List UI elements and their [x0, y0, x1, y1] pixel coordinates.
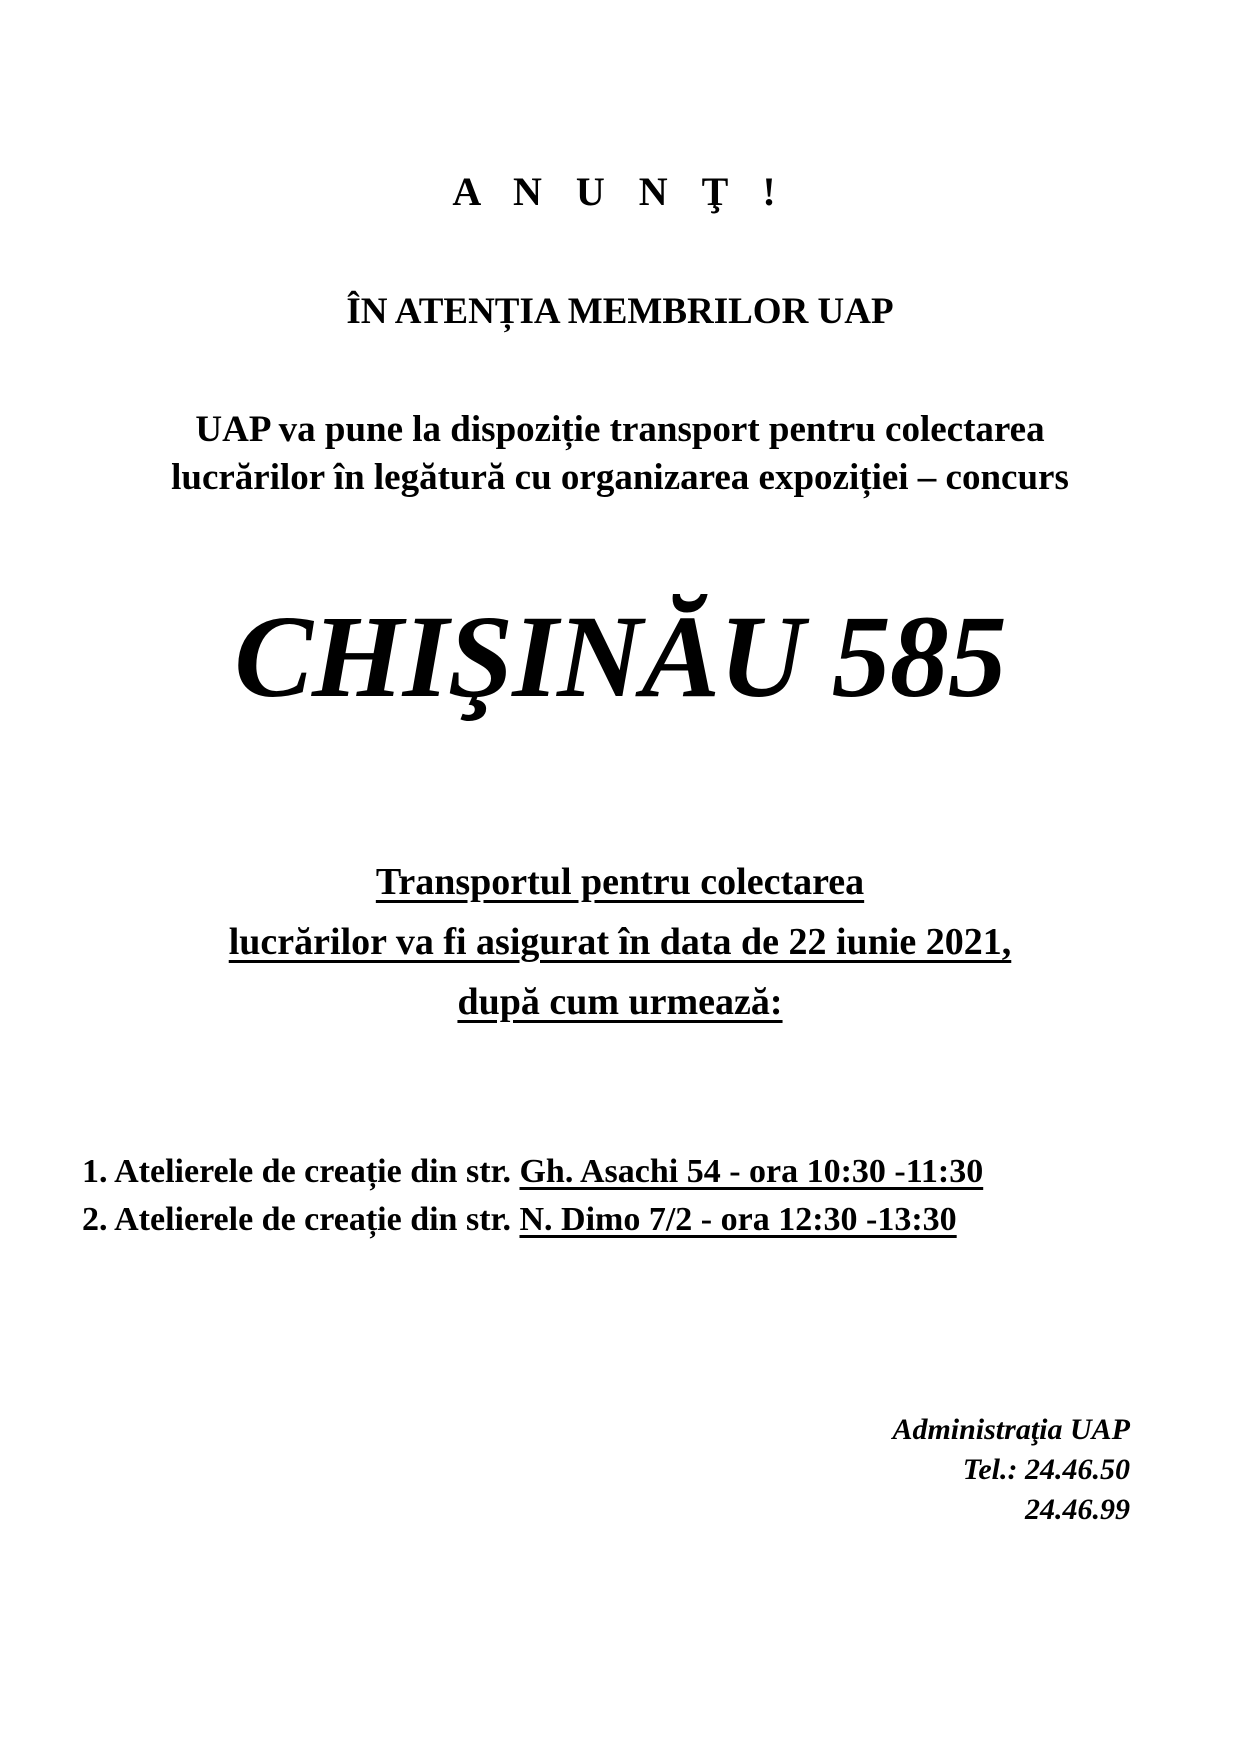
schedule-item-prefix: 2. Atelierele de creație din str. — [82, 1201, 520, 1238]
schedule-item — [82, 1196, 983, 1244]
announcement-title: A N U N Ţ ! — [452, 169, 788, 214]
schedule-item-detail: N. Dimo 7/2 - ora 12:30 -13:30 — [519, 1201, 957, 1238]
signature-phone: 24.46.99 — [1025, 1493, 1130, 1526]
attention-heading: ÎN ATENȚIA MEMBRILOR UAP — [346, 291, 894, 332]
schedule-list — [82, 1148, 983, 1244]
schedule-item-prefix: 1. Atelierele de creație din str. — [82, 1153, 520, 1190]
schedule-item-detail: Gh. Asachi 54 - ora 10:30 -11:30 — [519, 1153, 984, 1190]
schedule-item — [82, 1148, 983, 1196]
transport-paragraph — [0, 852, 1240, 1032]
intro-line: lucrărilor în legătură cu organizarea expoziției – concurs — [171, 457, 1069, 498]
transport-line: lucrărilor va fi asigurat în data de 22 iunie 2021, — [228, 921, 1012, 963]
signature-phone: Tel.: 24.46.50 — [962, 1453, 1130, 1486]
signature-organization: Administraţia UAP — [892, 1413, 1130, 1446]
signature-block — [892, 1410, 1130, 1530]
intro-line: UAP va pune la dispoziție transport pentru colectarea — [195, 409, 1045, 450]
transport-line: Transportul pentru colectarea — [375, 861, 865, 903]
event-name: CHIŞINĂU 585 — [234, 591, 1006, 722]
intro-paragraph — [0, 406, 1240, 502]
transport-line: după cum urmează: — [457, 981, 783, 1023]
